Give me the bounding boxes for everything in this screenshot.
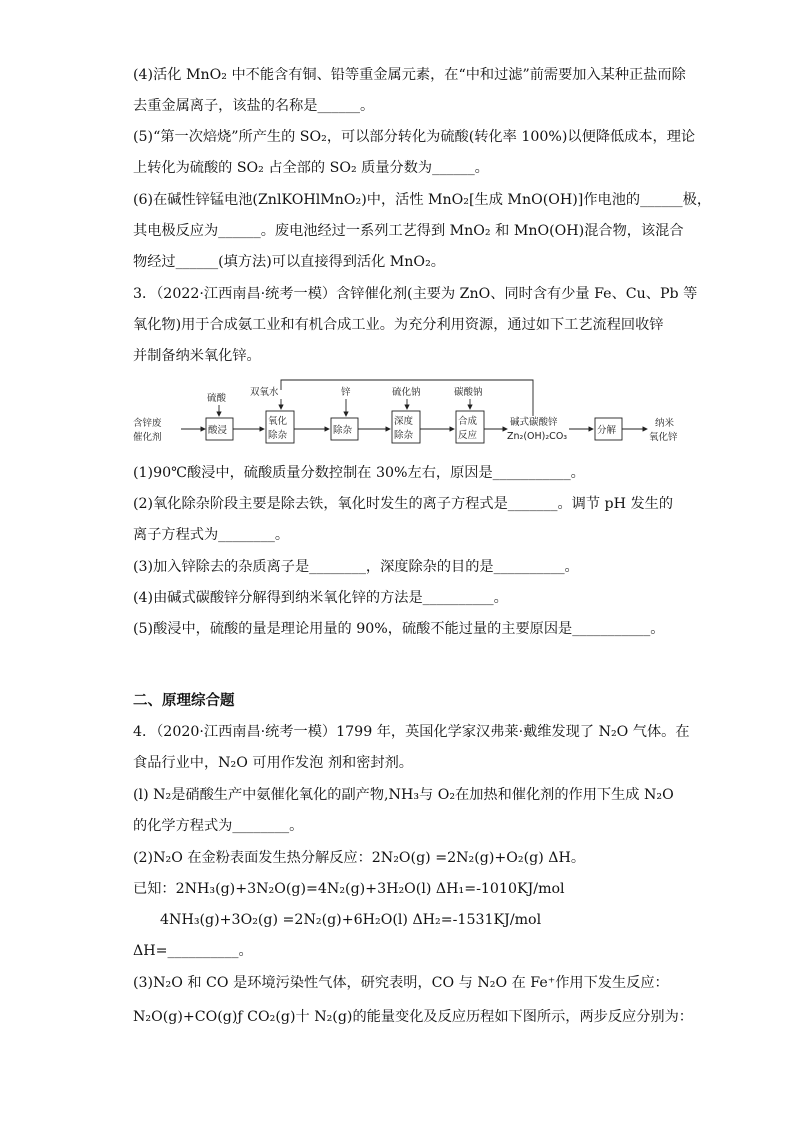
process-flow-diagram <box>133 376 683 450</box>
q3-sub5: (5)酸浸中，硫酸的量是理论用量的 90%，硫酸不能过量的主要原因是___________。 <box>133 621 665 637</box>
q4-known-line2: 4NH₃(g)+3O₂(g) =2N₂(g)+6H₂O(l) ΔH₂=-1531KJ/mol <box>160 912 542 928</box>
box-decompose-label: 分解 <box>597 425 617 436</box>
reagent-hydrogen-peroxide: 双氧水 <box>250 387 279 398</box>
reagent-sodium-sulfide: 硫化钠 <box>392 387 421 398</box>
q2-part4-line1: (4)活化 MnO₂ 中不能含有铜、铅等重金属元素，在“中和过滤”前需要加入某种正盐而除 <box>133 67 686 83</box>
product-basic-zinc-carbonate: 碱式碳酸锌 <box>510 417 558 428</box>
flow-start-label-1: 含锌废 <box>133 418 162 429</box>
box-purify-label: 除杂 <box>333 425 353 436</box>
flow-start-label-2: 催化剂 <box>133 432 162 443</box>
question-4-stem-line2: 食品行业中，N₂O 可用作发泡 剂和密封剂。 <box>133 755 413 771</box>
q3-sub2-line1: (2)氧化除杂阶段主要是除去铁，氧化时发生的离子方程式是_______。调节 pH 发生的 <box>133 496 674 512</box>
box-oxidation-label-1: 氧化 <box>268 416 288 427</box>
q3-sub1: (1)90℃酸浸中，硫酸质量分数控制在 30%左右，原因是___________。 <box>133 465 585 481</box>
product-formula: Zn₂(OH)₂CO₃ <box>507 431 568 442</box>
reagent-sulfuric-acid: 硫酸 <box>207 393 227 404</box>
q4-part3-line2: N₂O(g)+CO(g)ƒ CO₂(g)十 N₂(g)的能量变化及反应历程如下图所示，两步反应分别为： <box>133 1009 693 1025</box>
flow-end-label-1: 纳米 <box>655 418 675 429</box>
box-deep-purify-label-2: 除杂 <box>394 430 414 441</box>
q3-sub2-line2: 离子方程式为________。 <box>133 527 290 543</box>
q4-part1-line2: 的化学方程式为________。 <box>133 818 304 834</box>
question-3-stem-line2: 氧化物)用于合成氨工业和有机合成工业。为充分利用资源，通过如下工艺流程回收锌 <box>133 317 664 333</box>
box-deep-purify-label-1: 深度 <box>394 416 414 427</box>
q4-part1-line1: (l) N₂是硝酸生产中氨催化氧化的副产物,NH₃与 O₂在加热和催化剂的作用下生成 N₂O <box>133 787 674 803</box>
box-synthesis-label-1: 合成 <box>458 416 478 427</box>
q4-delta-h-blank: ΔH=__________。 <box>133 943 253 959</box>
q4-part2: (2)N₂O 在金粉表面发生热分解反应：2N₂O(g) =2N₂(g)+O₂(g) ΔH。 <box>133 850 586 866</box>
q2-part6-line3: 物经过______(填方法)可以直接得到活化 MnO₂。 <box>133 254 445 270</box>
question-4-stem-line1: 4．（2020·江西南昌·统考一模）1799 年，英国化学家汉弗莱·戴维发现了 N₂O 气体。在 <box>133 724 690 740</box>
section-title: 二、原理综合题 <box>133 693 235 709</box>
reagent-zinc: 锌 <box>341 387 351 398</box>
reagent-sodium-carbonate: 碳酸钠 <box>454 387 483 398</box>
question-3-stem-line3: 并制备纳米氧化锌。 <box>133 348 261 364</box>
q2-part6-line2: 其电极反应为______。废电池经过一系列工艺得到 MnO₂ 和 MnO(OH)混合物，该混合 <box>133 223 684 239</box>
q2-part6-line1: (6)在碱性锌锰电池(ZnlKOHlMnO₂)中，活性 MnO₂[生成 MnO(OH)]作电池的______极， <box>133 192 712 208</box>
q4-known-line1: 已知：2NH₃(g)+3N₂O(g)=4N₂(g)+3H₂O(l) ΔH₁=-1010KJ/mol <box>133 881 565 897</box>
box-oxidation-label-2: 除杂 <box>268 430 288 441</box>
q4-part3-line1: (3)N₂O 和 CO 是环境污染性气体，研究表明，CO 与 N₂O 在 Fe⁺作用下发生反应： <box>133 975 669 991</box>
q3-sub3: (3)加入锌除去的杂质离子是________，深度除杂的目的是__________。 <box>133 559 579 575</box>
box-synthesis-label-2: 反应 <box>458 430 478 441</box>
q3-sub4: (4)由碱式碳酸锌分解得到纳米氧化锌的方法是__________。 <box>133 590 508 606</box>
q2-part4-line2: 去重金属离子，该盐的名称是______。 <box>133 98 375 114</box>
question-3-stem-line1: 3．（2022·江西南昌·统考一模）含锌催化剂(主要为 ZnO、同时含有少量 Fe、Cu、Pb 等 <box>133 286 698 302</box>
q2-part5-line2: 上转化为硫酸的 SO₂ 占全部的 SO₂ 质量分数为______。 <box>133 160 489 176</box>
q2-part5-line1: (5)“第一次焙烧”所产生的 SO₂，可以部分转化为硫酸(转化率 100%)以便降低成本，理论 <box>133 129 696 145</box>
flow-end-label-2: 氧化锌 <box>649 432 678 443</box>
box-acid-leach-label: 酸浸 <box>208 425 228 436</box>
